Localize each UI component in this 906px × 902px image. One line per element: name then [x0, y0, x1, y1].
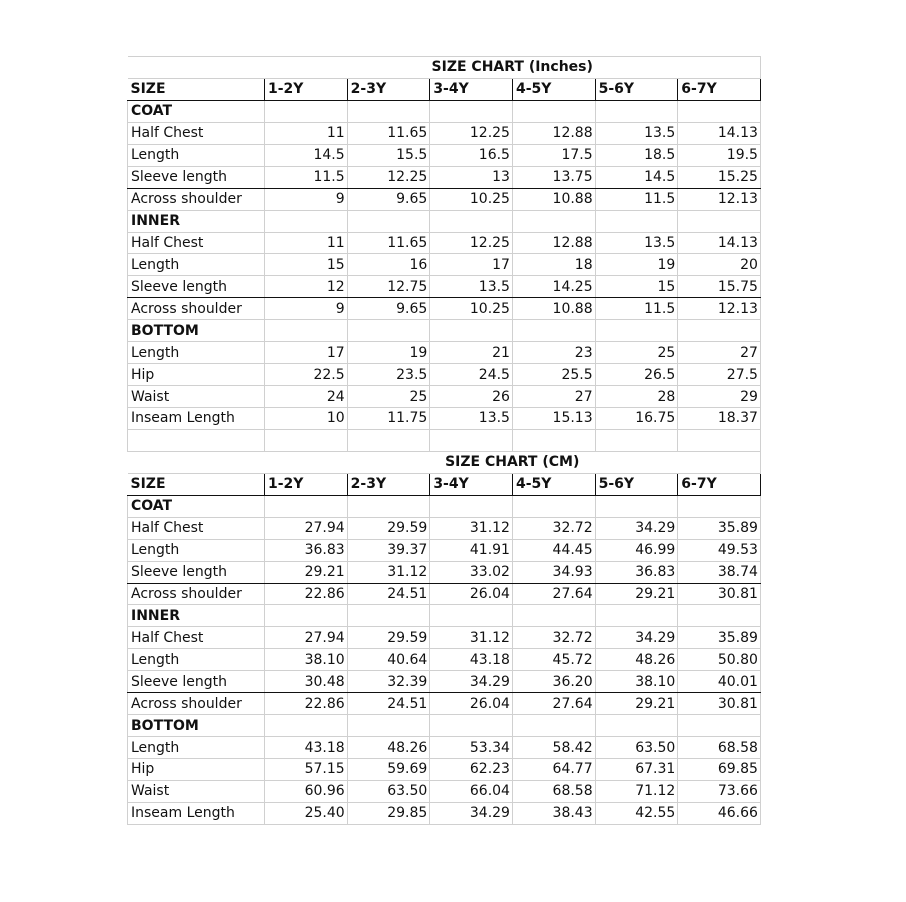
measurement-label: Sleeve length [128, 276, 265, 298]
table-row [128, 649, 761, 671]
measurement-value: 9 [265, 188, 348, 210]
section-row-inner [128, 605, 761, 627]
measurement-value: 13.5 [430, 408, 513, 430]
measurement-value: 22.86 [265, 693, 348, 715]
measurement-value: 35.89 [678, 517, 761, 539]
measurement-value: 38.10 [595, 671, 678, 693]
measurement-value: 12.13 [678, 298, 761, 320]
empty-cell [430, 429, 513, 451]
measurement-value: 30.81 [678, 583, 761, 605]
empty-cell [512, 100, 595, 122]
empty-cell [347, 495, 430, 517]
measurement-value: 50.80 [678, 649, 761, 671]
measurement-value: 68.58 [678, 737, 761, 759]
measurement-label: Half Chest [128, 517, 265, 539]
measurement-value: 24.51 [347, 583, 430, 605]
measurement-value: 13.5 [595, 122, 678, 144]
measurement-value: 31.12 [347, 561, 430, 583]
measurement-value: 59.69 [347, 759, 430, 781]
empty-cell [128, 429, 265, 451]
measurement-label: Inseam Length [128, 802, 265, 824]
section-label: COAT [128, 100, 265, 122]
empty-cell [678, 100, 761, 122]
table-row [128, 408, 761, 430]
measurement-value: 26.5 [595, 364, 678, 386]
measurement-value: 17 [265, 342, 348, 364]
measurement-value: 43.18 [265, 737, 348, 759]
measurement-value: 19 [595, 254, 678, 276]
table-row [128, 561, 761, 583]
measurement-value: 23 [512, 342, 595, 364]
empty-cell [347, 320, 430, 342]
empty-cell [430, 320, 513, 342]
empty-cell [678, 429, 761, 451]
cm_chart-title: SIZE CHART (CM) [265, 451, 761, 473]
measurement-value: 46.66 [678, 802, 761, 824]
measurement-value: 10.88 [512, 298, 595, 320]
measurement-value: 36.20 [512, 671, 595, 693]
empty-cell [430, 100, 513, 122]
section-label: COAT [128, 495, 265, 517]
title-spacer-cell [128, 57, 265, 79]
section-row-bottom [128, 320, 761, 342]
size-column-header: 6-7Y [678, 78, 761, 100]
measurement-value: 71.12 [595, 780, 678, 802]
size-column-header: 2-3Y [347, 78, 430, 100]
measurement-label: Waist [128, 386, 265, 408]
measurement-label: Waist [128, 780, 265, 802]
empty-cell [265, 715, 348, 737]
empty-cell [347, 210, 430, 232]
measurement-label: Across shoulder [128, 188, 265, 210]
empty-cell [595, 495, 678, 517]
measurement-value: 25 [595, 342, 678, 364]
measurement-value: 26 [430, 386, 513, 408]
empty-cell [595, 100, 678, 122]
measurement-value: 26.04 [430, 583, 513, 605]
table-row [128, 627, 761, 649]
measurement-value: 30.48 [265, 671, 348, 693]
empty-cell [265, 429, 348, 451]
size-column-header: 1-2Y [265, 473, 348, 495]
measurement-value: 60.96 [265, 780, 348, 802]
measurement-label: Half Chest [128, 122, 265, 144]
measurement-label: Length [128, 144, 265, 166]
empty-cell [512, 429, 595, 451]
measurement-label: Length [128, 254, 265, 276]
measurement-value: 26.04 [430, 693, 513, 715]
table-row [128, 144, 761, 166]
measurement-value: 13.75 [512, 166, 595, 188]
measurement-value: 15.25 [678, 166, 761, 188]
empty-cell [512, 495, 595, 517]
measurement-value: 30.81 [678, 693, 761, 715]
size-column-header: 6-7Y [678, 473, 761, 495]
measurement-label: Sleeve length [128, 561, 265, 583]
measurement-value: 10.25 [430, 298, 513, 320]
measurement-value: 19.5 [678, 144, 761, 166]
measurement-value: 53.34 [430, 737, 513, 759]
measurement-value: 32.39 [347, 671, 430, 693]
measurement-value: 48.26 [347, 737, 430, 759]
section-row-inner [128, 210, 761, 232]
section-row-coat [128, 100, 761, 122]
size-chart-table [127, 56, 761, 825]
empty-cell [265, 605, 348, 627]
measurement-label: Length [128, 737, 265, 759]
measurement-label: Half Chest [128, 232, 265, 254]
empty-cell [347, 429, 430, 451]
measurement-value: 68.58 [512, 780, 595, 802]
size-chart-sheet [127, 56, 760, 825]
table-row [128, 583, 761, 605]
measurement-value: 28 [595, 386, 678, 408]
measurement-value: 29 [678, 386, 761, 408]
measurement-value: 31.12 [430, 627, 513, 649]
table-row [128, 276, 761, 298]
table-row [128, 122, 761, 144]
measurement-value: 39.37 [347, 539, 430, 561]
measurement-value: 10 [265, 408, 348, 430]
empty-cell [265, 495, 348, 517]
measurement-value: 32.72 [512, 627, 595, 649]
measurement-value: 16 [347, 254, 430, 276]
measurement-value: 38.74 [678, 561, 761, 583]
measurement-value: 24 [265, 386, 348, 408]
inches_chart-title-row [128, 57, 761, 79]
measurement-label: Hip [128, 364, 265, 386]
measurement-value: 21 [430, 342, 513, 364]
measurement-value: 29.59 [347, 627, 430, 649]
measurement-value: 24.51 [347, 693, 430, 715]
measurement-value: 11.65 [347, 232, 430, 254]
measurement-label: Length [128, 649, 265, 671]
measurement-value: 29.85 [347, 802, 430, 824]
measurement-label: Length [128, 539, 265, 561]
measurement-value: 48.26 [595, 649, 678, 671]
table-row [128, 298, 761, 320]
measurement-value: 34.93 [512, 561, 595, 583]
measurement-value: 24.5 [430, 364, 513, 386]
measurement-value: 15.75 [678, 276, 761, 298]
measurement-value: 34.29 [595, 627, 678, 649]
size-chart-body [128, 57, 761, 825]
size-column-header: 5-6Y [595, 78, 678, 100]
title-spacer-cell [128, 451, 265, 473]
measurement-value: 10.25 [430, 188, 513, 210]
measurement-value: 11 [265, 122, 348, 144]
table-row [128, 802, 761, 824]
size-column-header: 4-5Y [512, 473, 595, 495]
measurement-label: Sleeve length [128, 671, 265, 693]
empty-cell [678, 495, 761, 517]
measurement-value: 13 [430, 166, 513, 188]
measurement-value: 27.64 [512, 583, 595, 605]
measurement-value: 11.5 [595, 298, 678, 320]
measurement-value: 34.29 [430, 802, 513, 824]
measurement-value: 16.75 [595, 408, 678, 430]
measurement-value: 67.31 [595, 759, 678, 781]
measurement-value: 31.12 [430, 517, 513, 539]
measurement-value: 12.25 [430, 232, 513, 254]
measurement-value: 25.5 [512, 364, 595, 386]
spacer-row [128, 429, 761, 451]
measurement-value: 12.13 [678, 188, 761, 210]
measurement-value: 15 [265, 254, 348, 276]
empty-cell [512, 210, 595, 232]
measurement-value: 41.91 [430, 539, 513, 561]
empty-cell [265, 210, 348, 232]
measurement-value: 27 [678, 342, 761, 364]
measurement-value: 18.37 [678, 408, 761, 430]
measurement-value: 18.5 [595, 144, 678, 166]
measurement-value: 42.55 [595, 802, 678, 824]
measurement-value: 63.50 [595, 737, 678, 759]
measurement-value: 38.43 [512, 802, 595, 824]
measurement-value: 17.5 [512, 144, 595, 166]
measurement-value: 36.83 [595, 561, 678, 583]
measurement-value: 29.59 [347, 517, 430, 539]
measurement-value: 40.64 [347, 649, 430, 671]
measurement-value: 36.83 [265, 539, 348, 561]
measurement-value: 18 [512, 254, 595, 276]
measurement-value: 64.77 [512, 759, 595, 781]
measurement-value: 22.5 [265, 364, 348, 386]
measurement-value: 27.94 [265, 517, 348, 539]
measurement-value: 15 [595, 276, 678, 298]
measurement-value: 12 [265, 276, 348, 298]
empty-cell [678, 210, 761, 232]
cm_chart-title-row [128, 451, 761, 473]
table-row [128, 232, 761, 254]
measurement-value: 63.50 [347, 780, 430, 802]
empty-cell [595, 429, 678, 451]
measurement-value: 13.5 [430, 276, 513, 298]
measurement-value: 23.5 [347, 364, 430, 386]
measurement-value: 27 [512, 386, 595, 408]
table-row [128, 780, 761, 802]
measurement-value: 11 [265, 232, 348, 254]
measurement-value: 46.99 [595, 539, 678, 561]
measurement-value: 17 [430, 254, 513, 276]
measurement-value: 27.94 [265, 627, 348, 649]
measurement-value: 73.66 [678, 780, 761, 802]
measurement-value: 38.10 [265, 649, 348, 671]
measurement-value: 11.75 [347, 408, 430, 430]
empty-cell [265, 320, 348, 342]
size-column-header: 3-4Y [430, 78, 513, 100]
empty-cell [678, 715, 761, 737]
table-row [128, 364, 761, 386]
measurement-label: Across shoulder [128, 583, 265, 605]
empty-cell [347, 605, 430, 627]
empty-cell [512, 715, 595, 737]
measurement-label: Sleeve length [128, 166, 265, 188]
section-label: BOTTOM [128, 320, 265, 342]
size-column-header: 4-5Y [512, 78, 595, 100]
measurement-value: 19 [347, 342, 430, 364]
measurement-value: 32.72 [512, 517, 595, 539]
measurement-value: 12.88 [512, 232, 595, 254]
measurement-value: 16.5 [430, 144, 513, 166]
measurement-value: 27.64 [512, 693, 595, 715]
measurement-value: 62.23 [430, 759, 513, 781]
measurement-value: 12.88 [512, 122, 595, 144]
section-label: INNER [128, 605, 265, 627]
measurement-value: 33.02 [430, 561, 513, 583]
table-row [128, 254, 761, 276]
measurement-value: 15.13 [512, 408, 595, 430]
section-label: BOTTOM [128, 715, 265, 737]
section-row-coat [128, 495, 761, 517]
measurement-label: Hip [128, 759, 265, 781]
table-row [128, 737, 761, 759]
measurement-value: 34.29 [430, 671, 513, 693]
empty-cell [430, 210, 513, 232]
empty-cell [678, 320, 761, 342]
table-row [128, 166, 761, 188]
measurement-value: 11.5 [595, 188, 678, 210]
measurement-value: 45.72 [512, 649, 595, 671]
empty-cell [347, 100, 430, 122]
measurement-value: 40.01 [678, 671, 761, 693]
empty-cell [265, 100, 348, 122]
measurement-value: 57.15 [265, 759, 348, 781]
empty-cell [430, 605, 513, 627]
measurement-label: Half Chest [128, 627, 265, 649]
section-label: INNER [128, 210, 265, 232]
table-row [128, 671, 761, 693]
table-row [128, 517, 761, 539]
empty-cell [595, 605, 678, 627]
measurement-value: 58.42 [512, 737, 595, 759]
table-row [128, 188, 761, 210]
measurement-value: 66.04 [430, 780, 513, 802]
empty-cell [512, 605, 595, 627]
size-column-header: 3-4Y [430, 473, 513, 495]
measurement-value: 9 [265, 298, 348, 320]
measurement-value: 29.21 [265, 561, 348, 583]
measurement-value: 9.65 [347, 298, 430, 320]
size-header-cell: SIZE [128, 473, 265, 495]
empty-cell [595, 210, 678, 232]
inches_chart-title: SIZE CHART (Inches) [265, 57, 761, 79]
measurement-value: 69.85 [678, 759, 761, 781]
measurement-value: 11.5 [265, 166, 348, 188]
inches_chart-header-row [128, 78, 761, 100]
measurement-value: 12.25 [347, 166, 430, 188]
measurement-value: 15.5 [347, 144, 430, 166]
size-column-header: 5-6Y [595, 473, 678, 495]
measurement-value: 22.86 [265, 583, 348, 605]
measurement-label: Across shoulder [128, 298, 265, 320]
measurement-value: 29.21 [595, 583, 678, 605]
table-row [128, 386, 761, 408]
measurement-value: 10.88 [512, 188, 595, 210]
empty-cell [595, 715, 678, 737]
size-column-header: 2-3Y [347, 473, 430, 495]
measurement-label: Inseam Length [128, 408, 265, 430]
empty-cell [678, 605, 761, 627]
measurement-value: 11.65 [347, 122, 430, 144]
table-row [128, 759, 761, 781]
measurement-value: 13.5 [595, 232, 678, 254]
measurement-value: 25 [347, 386, 430, 408]
empty-cell [430, 715, 513, 737]
measurement-value: 14.5 [265, 144, 348, 166]
measurement-label: Length [128, 342, 265, 364]
table-row [128, 342, 761, 364]
measurement-value: 9.65 [347, 188, 430, 210]
measurement-value: 14.13 [678, 232, 761, 254]
empty-cell [430, 495, 513, 517]
empty-cell [595, 320, 678, 342]
measurement-value: 14.25 [512, 276, 595, 298]
measurement-value: 14.13 [678, 122, 761, 144]
measurement-value: 20 [678, 254, 761, 276]
table-row [128, 539, 761, 561]
section-row-bottom [128, 715, 761, 737]
measurement-value: 27.5 [678, 364, 761, 386]
measurement-value: 12.25 [430, 122, 513, 144]
measurement-value: 35.89 [678, 627, 761, 649]
measurement-value: 34.29 [595, 517, 678, 539]
size-column-header: 1-2Y [265, 78, 348, 100]
measurement-value: 25.40 [265, 802, 348, 824]
empty-cell [512, 320, 595, 342]
measurement-value: 12.75 [347, 276, 430, 298]
cm_chart-header-row [128, 473, 761, 495]
measurement-value: 49.53 [678, 539, 761, 561]
size-header-cell: SIZE [128, 78, 265, 100]
measurement-value: 44.45 [512, 539, 595, 561]
measurement-value: 43.18 [430, 649, 513, 671]
measurement-value: 14.5 [595, 166, 678, 188]
table-row [128, 693, 761, 715]
empty-cell [347, 715, 430, 737]
measurement-label: Across shoulder [128, 693, 265, 715]
measurement-value: 29.21 [595, 693, 678, 715]
